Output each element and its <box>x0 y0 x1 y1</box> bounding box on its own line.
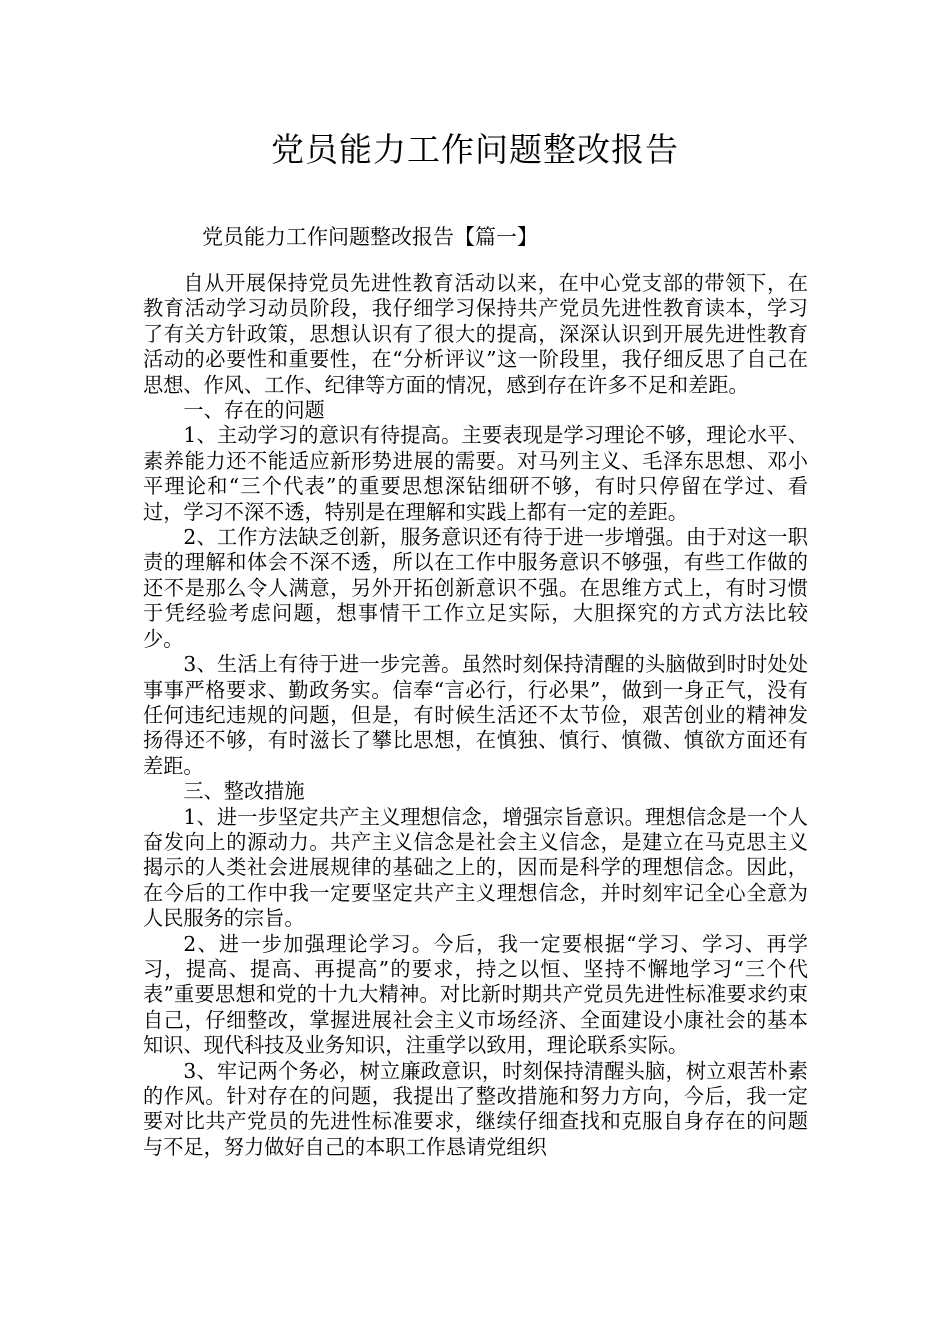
section-heading-measures: 三、整改措施 <box>183 779 305 804</box>
section-heading-problems: 一、存在的问题 <box>183 398 325 423</box>
paragraph-intro: 自从开展保持党员先进性教育活动以来，在中心党支部的带领下，在教育活动学习动员阶段，我仔细学习保持共产党员先进性教育读本，学习了有关方针政策，思想认识有了很大的提高，深深认识到开展先进性教育活动的必要性和重要性，在“分析评议”这一阶段里，我仔细反思了自己在思想、作风、工作、纪律等方面的情况，感到存在许多不足和差距。 <box>143 271 808 397</box>
paragraph-problem-2: 2、工作方法缺乏创新，服务意识还有待于进一步增强。由于对这一职责的理解和体会不深不透，所以在工作中服务意识不够强，有些工作做的还不是那么令人满意，另外开拓创新意识不强。在思维方式上，有时习惯于凭经验考虑问题，想事情干工作立足实际，大胆探究的方式方法比较少。 <box>143 525 808 651</box>
document-subtitle: 党员能力工作问题整改报告【篇一】 <box>202 225 538 249</box>
paragraph-measure-1: 1、进一步坚定共产主义理想信念，增强宗旨意识。理想信念是一个人奋发向上的源动力。共产主义信念是社会主义信念，是建立在马克思主义揭示的人类社会进展规律的基础之上的，因而是科学的理想信念。因此，在今后的工作中我一定要坚定共产主义理想信念，并时刻牢记全心全意为人民服务的宗旨。 <box>143 804 808 931</box>
paragraph-problem-3: 3、生活上有待于进一步完善。虽然时刻保持清醒的头脑做到时时处处事事严格要求、勤政务实。信奉“言必行，行必果”，做到一身正气，没有任何违纪违规的问题，但是，有时候生活还不太节俭，艰苦创业的精神发扬得还不够，有时滋长了攀比思想，在慎独、慎行、慎微、慎欲方面还有差距。 <box>143 652 808 778</box>
document-title: 党员能力工作问题整改报告 <box>271 130 679 169</box>
document-body <box>143 271 808 1160</box>
paragraph-measure-3: 3、牢记两个务必，树立廉政意识，时刻保持清醒头脑，树立艰苦朴素的作风。针对存在的问题，我提出了整改措施和努力方向，今后，我一定要对比共产党员的先进性标准要求，继续仔细查找和克服自身存在的问题与不足，努力做好自己的本职工作恳请党组织 <box>143 1058 808 1159</box>
paragraph-measure-2: 2、进一步加强理论学习。今后，我一定要根据“学习、学习、再学习，提高、提高、再提高”的要求，持之以恒、坚持不懈地学习“三个代表”重要思想和党的十九大精神。对比新时期共产党员先进性标准要求约束自己，仔细整改，掌握进展社会主义市场经济、全面建设小康社会的基本知识、现代科技及业务知识，注重学以致用，理论联系实际。 <box>143 931 808 1058</box>
paragraph-problem-1: 1、主动学习的意识有待提高。主要表现是学习理论不够，理论水平、素养能力还不能适应新形势进展的需要。对马列主义、毛泽东思想、邓小平理论和“三个代表”的重要思想深钻细研不够，有时只停留在学过、看过，学习不深不透，特别是在理解和实践上都有一定的差距。 <box>143 423 808 524</box>
